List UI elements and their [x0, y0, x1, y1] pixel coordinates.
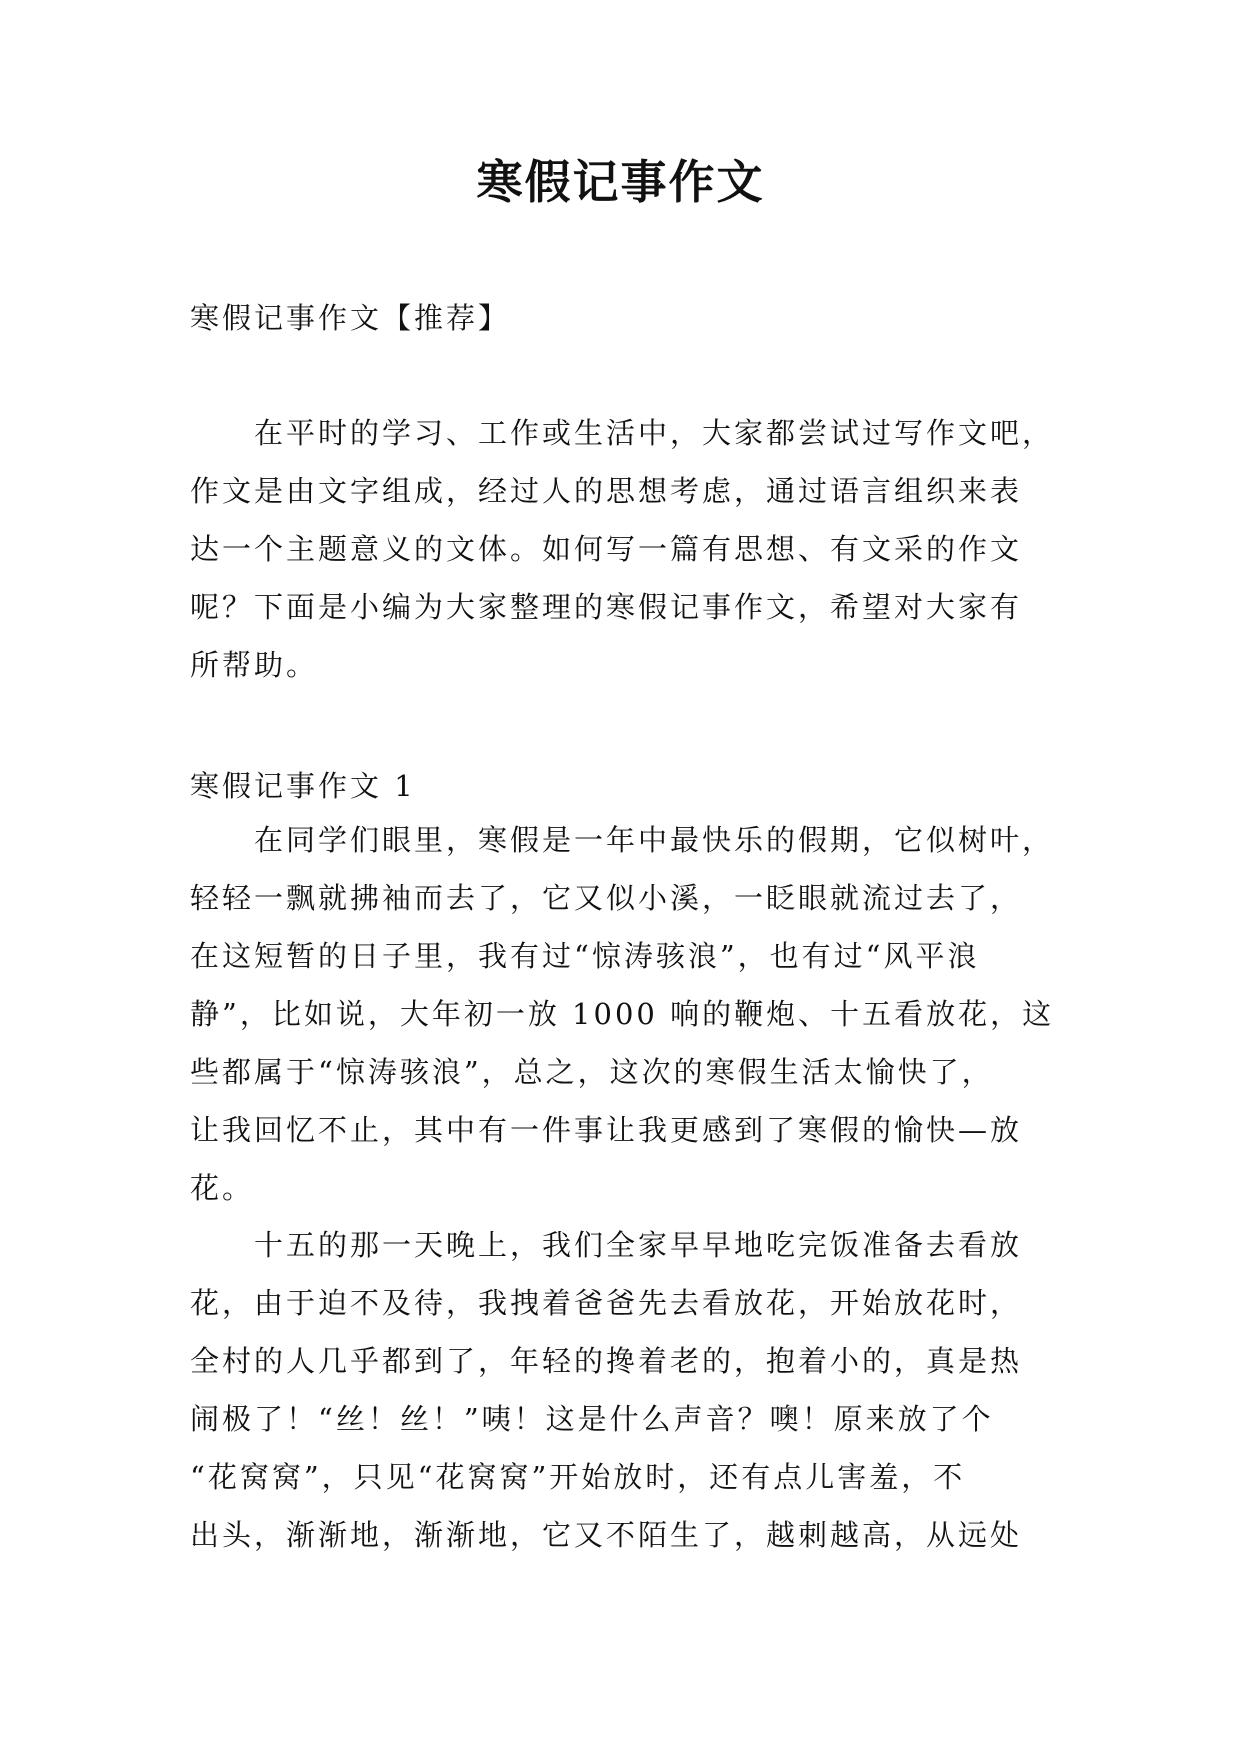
paragraph-line: 闹极了！“丝！丝！”咦！这是什么声音？噢！原来放了个 — [190, 1402, 994, 1436]
paragraph-line: 花，由于迫不及待，我拽着爸爸先去看放花，开始放花时， — [190, 1286, 1023, 1320]
intro-paragraph — [190, 404, 1070, 694]
paragraph-line: 全村的人几乎都到了，年轻的搀着老的，抱着小的，真是热 — [190, 1344, 1023, 1378]
intro-line: 在平时的学习、工作或生活中，大家都尝试过写作文吧， — [190, 416, 1055, 450]
document-title: 寒假记事作文 — [476, 155, 765, 209]
paragraph-line: 在同学们眼里，寒假是一年中最快乐的假期，它似树叶， — [190, 823, 1055, 857]
paragraph-line: 静”，比如说，大年初一放 1000 响的鞭炮、十五看放花，这 — [190, 997, 1055, 1031]
section-heading: 寒假记事作文 1 — [190, 769, 416, 803]
intro-line: 达一个主题意义的文体。如何写一篇有思想、有文采的作文 — [190, 532, 1023, 566]
paragraph-line: 让我回忆不止，其中有一件事让我更感到了寒假的愉快—放 — [190, 1113, 1023, 1147]
paragraph-line: 轻轻一飘就拂袖而去了，它又似小溪，一眨眼就流过去了， — [190, 881, 1023, 915]
body-paragraph-1 — [190, 811, 1070, 1217]
paragraph-line: 出头，渐渐地，渐渐地，它又不陌生了，越刺越高，从远处 — [190, 1518, 1023, 1552]
body-paragraph-2 — [190, 1216, 1070, 1564]
intro-line: 作文是由文字组成，经过人的思想考虑，通过语言组织来表 — [190, 474, 1023, 508]
intro-line: 所帮助。 — [190, 648, 319, 682]
paragraph-line: 些都属于“惊涛骇浪”，总之，这次的寒假生活太愉快了， — [190, 1055, 994, 1089]
paragraph-line: 在这短暂的日子里，我有过“惊涛骇浪”，也有过“风平浪 — [190, 939, 980, 973]
intro-line: 呢？下面是小编为大家整理的寒假记事作文，希望对大家有 — [190, 590, 1023, 624]
document-subtitle: 寒假记事作文【推荐】 — [190, 301, 511, 335]
paragraph-line: 花。 — [190, 1171, 255, 1205]
paragraph-line: 十五的那一天晚上，我们全家早早地吃完饭准备去看放 — [190, 1228, 1023, 1262]
paragraph-line: “花窝窝”，只见“花窝窝”开始放时，还有点儿害羞，不 — [190, 1460, 966, 1494]
